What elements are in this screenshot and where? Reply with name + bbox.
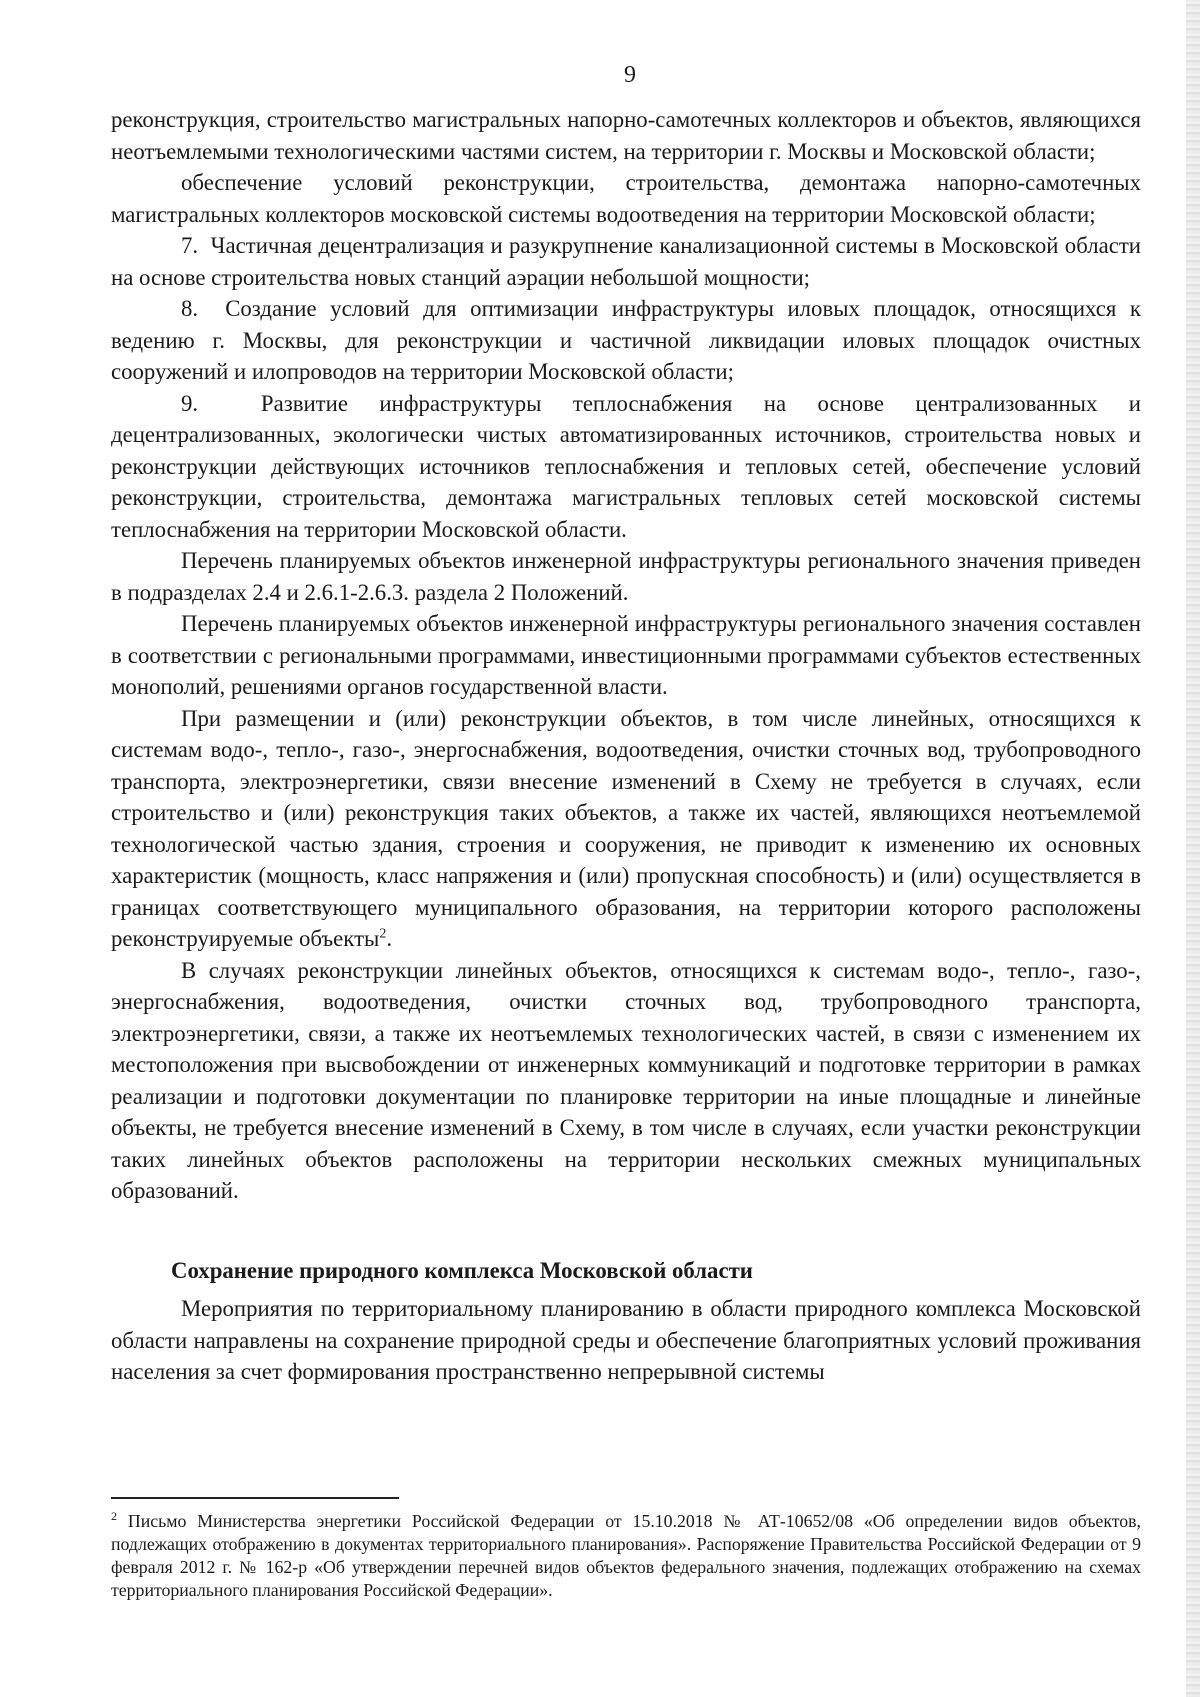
footnote [111,1510,1141,1602]
page-number: 9 [624,62,636,88]
paragraph-8-tail: . [386,926,393,951]
footnote-marker: 2 [111,1509,117,1524]
paragraph-9: В случаях реконструкции линейных объектов, относящихся к системам водо-, тепло-, газо-, энергоснабжения, водоотведения, очистки сточных вод, трубопроводного транспорта, электроэнергетики, связи, а также их неотъемлемых технологических частей, в связи с изменением их местоположения при высвобождении от инженерных коммуникаций и подготовке территории в рамках реализации и подготовки документации по планировке территории на иные площадные и линейные объекты, не требуется внесение изменений в Схему, в том числе в случаях, если участки реконструкции таких линейных объектов расположены на территории нескольких смежных муниципальных образований. [111,957,1141,1203]
paragraph-6: Перечень планируемых объектов инженерной инфраструктуры регионального значения приведен в подразделах 2.4 и 2.6.1-2.6.3. раздела 2 Положений. [111,548,1141,605]
paragraph-7: Перечень планируемых объектов инженерной инфраструктуры регионального значения составлен в соответствии с региональными программами, инвестиционными программами субъектов естественных монополий, решениями органов государственной власти. [111,611,1141,699]
paragraph-8 [111,703,1141,955]
section-paragraph: Мероприятия по территориальному планированию в области природного комплекса Московской области направлены на сохранение природной среды и обеспечение благоприятных условий проживания населения за счет формирования пространственно непрерывной системы [111,1296,1141,1384]
paragraph-item-8: 8. Создание условий для оптимизации инфраструктуры иловых площадок, относящихся к ведению г. Москвы, для реконструкции и частичной ликвидации иловых площадок очистных сооружений и илопроводов на территории Московской области; [111,296,1141,384]
footnote-text: Письмо Министерства энергетики Российской Федерации от 15.10.2018 № АТ-10652/08 «Об определении видов объектов, подлежащих отображению в документах территориального планирования». Распоряжение Правительства Российской Федерации от 9 февраля 2012 г. № 162-р «Об утверждении перечней видов объектов федерального значения, подлежащих отображению на схемах территориального планирования Российской Федерации». [111,1511,1141,1600]
paragraph-item-9: 9. Развитие инфраструктуры теплоснабжения на основе централизованных и децентрализованных, экологически чистых автоматизированных источников, строительства новых и реконструкции действующих источников теплоснабжения и тепловых сетей, обеспечение условий реконструкции, строительства, демонтажа магистральных тепловых сетей московской системы теплоснабжения на территории Московской области. [111,390,1141,542]
footnote-separator [111,1497,399,1499]
paragraph-2: обеспечение условий реконструкции, строительства, демонтажа напорно-самотечных магистральных коллекторов московской системы водоотведения на территории Московской области; [111,170,1141,227]
paragraph-item-7: 7. Частичная децентрализация и разукрупнение канализационной системы в Московской области на основе строительства новых станций аэрации небольшой мощности; [111,233,1141,290]
scan-edge-artifact [1186,0,1200,1697]
paragraph-8-text: При размещении и (или) реконструкции объектов, в том числе линейных, относящихся к системам водо-, тепло-, газо-, энергоснабжения, водоотведения, очистки сточных вод, трубопроводного транспорта, электроэнергетики, связи внесение изменений в Схему не требуется в случаях, если строительство и (или) реконструкция таких объектов, а также их частей, являющихся неотъемлемой технологической частью здания, строения и сооружения, не приводит к изменению их основных характеристик (мощность, класс напряжения и (или) пропускная способность) и (или) осуществляется в границах соответствующего муниципального образования, на территории которого расположены реконструируемые объекты [111,705,1141,951]
section-heading: Сохранение природного комплекса Московской области [171,1257,753,1283]
footnote-reference[interactable]: 2 [379,926,387,942]
paragraph-1: реконструкция, строительство магистральных напорно-самотечных коллекторов и объектов, являющихся неотъемлемыми технологическими частями систем, на территории г. Москвы и Московской области; [111,107,1141,164]
document-body [111,104,1141,1388]
